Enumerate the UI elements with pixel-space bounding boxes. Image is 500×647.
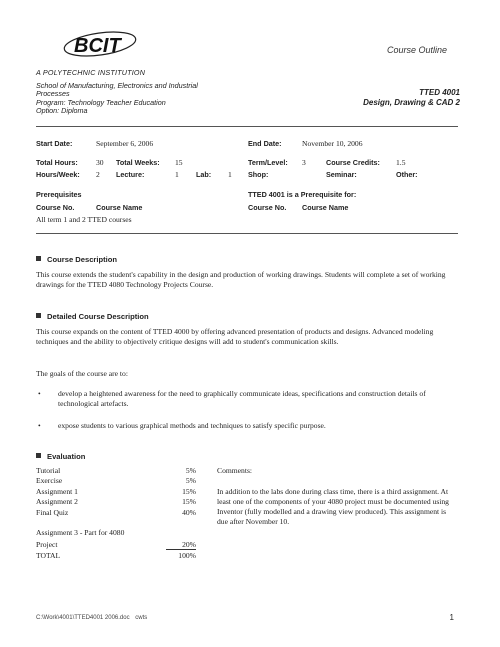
footer-tag: cwts <box>135 615 148 621</box>
institution-tagline: A POLYTECHNIC INSTITUTION <box>36 68 146 77</box>
evaluation-heading <box>36 452 85 461</box>
logo-text: BCIT <box>74 35 121 57</box>
course-credits-label: Course Credits: <box>326 158 380 167</box>
lab-value: 1 <box>228 170 232 179</box>
section-bullet-icon <box>36 313 41 318</box>
evaluation-item-pct: 5% <box>185 466 196 475</box>
detailed-description-title: Detailed Course Description <box>47 312 149 321</box>
detailed-description-heading <box>36 312 149 321</box>
prereq-col-course-no: Course No. <box>36 203 75 212</box>
lab-label: Lab: <box>196 170 212 179</box>
total-hours-value: 30 <box>96 158 104 167</box>
course-code: TTED 4001 <box>419 88 460 97</box>
assignment3-line1: Assignment 3 - Part for 4080 <box>36 528 125 537</box>
header-rule <box>36 126 458 127</box>
evaluation-title: Evaluation <box>47 452 86 461</box>
end-date-value: November 10, 2006 <box>302 139 363 148</box>
course-description-heading <box>36 255 117 264</box>
total-label: TOTAL <box>36 551 61 560</box>
evaluation-item-pct: 5% <box>185 476 196 485</box>
evaluation-row <box>36 497 196 506</box>
evaluation-row <box>36 508 196 517</box>
term-level-value: 3 <box>302 158 306 167</box>
goal-bullet-icon: • <box>38 389 41 398</box>
total-underline <box>166 549 196 550</box>
evaluation-item-pct: 40% <box>182 508 196 517</box>
assignment3-line2: Project <box>36 540 58 549</box>
total-hours-label: Total Hours: <box>36 158 78 167</box>
goal-item: develop a heightened awareness for the need to graphically communicate ideas, specifications and construction details of technological artefacts. <box>58 389 426 408</box>
goal-item: expose students to various graphical methods and techniques to satisfy specific purpose. <box>58 421 326 430</box>
prereq-for-col-course-no: Course No. <box>248 203 287 212</box>
evaluation-row <box>36 466 196 475</box>
end-date-label: End Date: <box>248 139 282 148</box>
footer-path <box>36 615 147 621</box>
lecture-label: Lecture: <box>116 170 145 179</box>
start-date-label: Start Date: <box>36 139 73 148</box>
assignment3-pct: 20% <box>182 540 196 549</box>
course-description-title: Course Description <box>47 255 118 264</box>
section-bullet-icon <box>36 256 41 261</box>
bcit-logo <box>60 28 138 62</box>
lecture-value: 1 <box>175 170 179 179</box>
page-number: 1 <box>449 613 454 622</box>
total-weeks-value: 15 <box>175 158 183 167</box>
course-credits-value: 1.5 <box>396 158 406 167</box>
term-level-label: Term/Level: <box>248 158 288 167</box>
hours-week-label: Hours/Week: <box>36 170 80 179</box>
other-label: Other: <box>396 170 418 179</box>
hours-week-value: 2 <box>96 170 100 179</box>
option-line: Option: Diploma <box>36 106 88 115</box>
evaluation-item-name: Assignment 1 <box>36 487 78 496</box>
prereq-col-course-name: Course Name <box>96 203 143 212</box>
evaluation-item-name: Tutorial <box>36 466 61 475</box>
evaluation-item-name: Assignment 2 <box>36 497 78 506</box>
evaluation-item-name: Final Quiz <box>36 508 69 517</box>
seminar-label: Seminar: <box>326 170 357 179</box>
goals-intro: The goals of the course are to: <box>36 369 128 378</box>
total-pct: 100% <box>178 551 196 560</box>
prereq-for-heading: TTED 4001 is a Prerequisite for: <box>248 190 357 199</box>
course-description-text: This course extends the student's capability in the design and production of working drawings. Students will complete a set of working drawings for the TTED 4080 Technology Projects Course. <box>36 270 446 289</box>
evaluation-item-pct: 15% <box>182 487 196 496</box>
prereq-rule <box>36 233 458 234</box>
start-date-value: September 6, 2006 <box>96 139 154 148</box>
footer-file-path: C:\Work\4001\TTED4001 2006.doc <box>36 615 130 621</box>
school-line2: Processes <box>36 89 70 98</box>
course-outline-label: Course Outline <box>387 45 448 55</box>
evaluation-row <box>36 476 196 485</box>
course-title: Design, Drawing & CAD 2 <box>363 98 460 107</box>
prerequisites-heading: Prerequisites <box>36 190 82 199</box>
prereq-for-col-course-name: Course Name <box>302 203 349 212</box>
evaluation-row <box>36 487 196 496</box>
goal-bullet-icon: • <box>38 421 41 430</box>
program-line: Program: Technology Teacher Education <box>36 98 166 107</box>
comments-label: Comments: <box>217 466 253 475</box>
evaluation-item-name: Exercise <box>36 476 63 485</box>
school-line1: School of Manufacturing, Electronics and Industrial <box>36 81 198 90</box>
evaluation-item-pct: 15% <box>182 497 196 506</box>
section-bullet-icon <box>36 453 41 458</box>
detailed-description-text: This course expands on the content of TTED 4000 by offering advanced presentation of products and designs. Advanced modeling techniques and the ability to objectively critique designs will add to student's communication skills. <box>36 327 434 346</box>
total-weeks-label: Total Weeks: <box>116 158 160 167</box>
shop-label: Shop: <box>248 170 269 179</box>
prereq-row: All term 1 and 2 TTED courses <box>36 215 132 224</box>
comments-text: In addition to the labs done during class time, there is a third assignment. At least one of the components of your 4080 project must be documented using Inventor (fully modelled and a drawing view produced). This assignment is due after November 10. <box>217 487 449 526</box>
